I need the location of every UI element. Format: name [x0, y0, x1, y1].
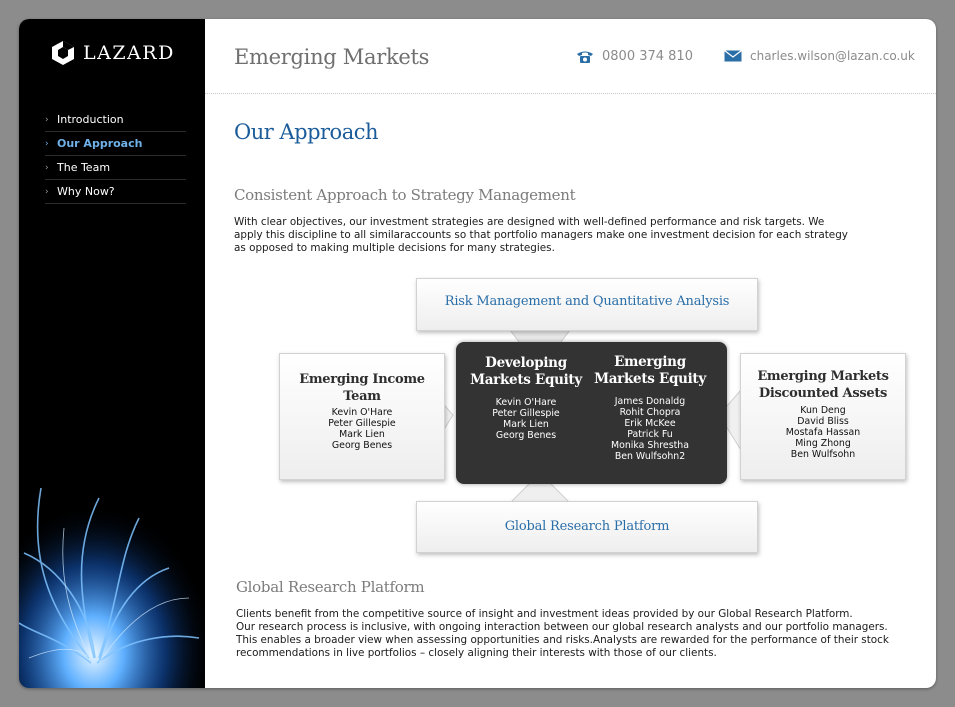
envelope-icon	[724, 50, 742, 62]
section-title: Global Research Platform	[236, 578, 425, 596]
paragraph-line: Our research process is inclusive, with ongoing interaction between our global research analysts and our portfolio managers.	[236, 621, 888, 633]
team-member: Georg Benes	[331, 440, 393, 451]
team-member: Erik McKee	[624, 418, 676, 429]
sidebar-nav	[45, 108, 186, 204]
paragraph-line: apply this discipline to all similaraccounts so that portfolio managers make one investment decision for each strategy	[234, 229, 848, 241]
chevron-right-icon: ›	[45, 162, 49, 173]
page-header	[205, 19, 936, 94]
box-title: Global Research Platform	[504, 519, 670, 534]
nav-item-label: Our Approach	[57, 137, 143, 150]
email-contact[interactable]	[724, 49, 915, 63]
team-member: Mostafa Hassan	[785, 427, 861, 438]
team-member: Kun Deng	[800, 405, 846, 416]
chevron-right-icon: ›	[45, 114, 49, 125]
box-title	[280, 371, 444, 405]
team-member: Ben Wulfsohn2	[614, 451, 686, 462]
nav-item-our-approach[interactable]	[45, 132, 186, 156]
risk-management-box	[416, 278, 758, 331]
lazard-logo-icon	[51, 40, 75, 66]
developing-markets-equity	[458, 355, 594, 441]
title-line: Team	[343, 389, 381, 404]
nav-item-label: The Team	[57, 161, 111, 174]
team-member: Kevin O'Hare	[331, 407, 393, 418]
section-paragraph	[236, 608, 916, 660]
global-research-box	[416, 501, 758, 553]
team-member: Georg Benes	[495, 430, 557, 441]
team-member: Ming Zhong	[795, 438, 851, 449]
team-member: Peter Gillespie	[492, 408, 560, 419]
team-member: Kevin O'Hare	[495, 397, 557, 408]
phone-icon	[576, 50, 594, 64]
emerging-income-box	[279, 353, 445, 480]
team-list	[280, 407, 444, 451]
site-title: Emerging Markets	[234, 45, 430, 69]
box-title	[741, 368, 905, 402]
phone-contact[interactable]	[576, 49, 693, 64]
blue-flower-decoration	[19, 458, 205, 688]
brand-name: LAZARD	[83, 42, 175, 64]
team-member: Mark Lien	[503, 419, 549, 430]
page-title: Our Approach	[234, 120, 378, 144]
equity-center-box	[456, 342, 727, 484]
team-member: Mark Lien	[339, 429, 385, 440]
chevron-right-icon: ›	[45, 138, 49, 149]
team-member: David Bliss	[797, 416, 849, 427]
box-title: Risk Management and Quantitative Analysis	[444, 294, 730, 309]
brand-logo[interactable]	[51, 40, 175, 66]
discounted-assets-box	[740, 353, 906, 480]
phone-number: 0800 374 810	[602, 49, 693, 64]
nav-item-label: Introduction	[57, 113, 124, 126]
box-title	[584, 354, 716, 388]
paragraph-line: Clients benefit from the competitive source of insight and investment ideas provided by our Global Research Platform.	[236, 608, 853, 620]
team-member: Patrick Fu	[627, 429, 673, 440]
title-line: Markets Equity	[470, 372, 582, 388]
team-list	[458, 397, 594, 441]
title-line: Emerging Income	[299, 372, 425, 387]
paragraph-line: recommendations in live portfolios – closely aligning their interests with those of our clients.	[236, 647, 717, 659]
nav-item-why-now[interactable]	[45, 180, 186, 204]
emerging-markets-equity	[584, 354, 716, 462]
sidebar	[19, 19, 205, 688]
team-list	[741, 405, 905, 460]
nav-item-label: Why Now?	[57, 185, 115, 198]
main-content	[205, 94, 936, 688]
box-title	[458, 355, 594, 389]
title-line: Emerging	[614, 354, 686, 370]
section-title: Consistent Approach to Strategy Management	[234, 186, 576, 204]
title-line: Discounted Assets	[758, 386, 888, 401]
title-line: Emerging Markets	[757, 369, 889, 384]
team-member: Peter Gillespie	[328, 418, 396, 429]
team-list	[584, 396, 716, 462]
nav-item-the-team[interactable]	[45, 156, 186, 180]
title-line: Developing	[485, 355, 567, 371]
email-address: charles.wilson@lazan.co.uk	[750, 49, 915, 63]
paragraph-line: as opposed to making multiple decisions for many strategies.	[234, 242, 555, 254]
team-member: James Donaldց	[614, 396, 686, 407]
paragraph-line: This enables a broader view when assessing opportunities and risks.Analysts are rewarded for the performance of their stock	[236, 634, 889, 646]
title-line: Markets Equity	[594, 371, 706, 387]
paragraph-line: With clear objectives, our investment strategies are designed with well-defined performance and risk targets. We	[234, 216, 825, 228]
chevron-right-icon: ›	[45, 186, 49, 197]
team-member: Ben Wulfsohn	[790, 449, 856, 460]
page-window	[19, 19, 936, 688]
nav-item-introduction[interactable]	[45, 108, 186, 132]
team-member: Monika Shrestha	[611, 440, 689, 451]
team-member: Rohit Chopra	[619, 407, 681, 418]
